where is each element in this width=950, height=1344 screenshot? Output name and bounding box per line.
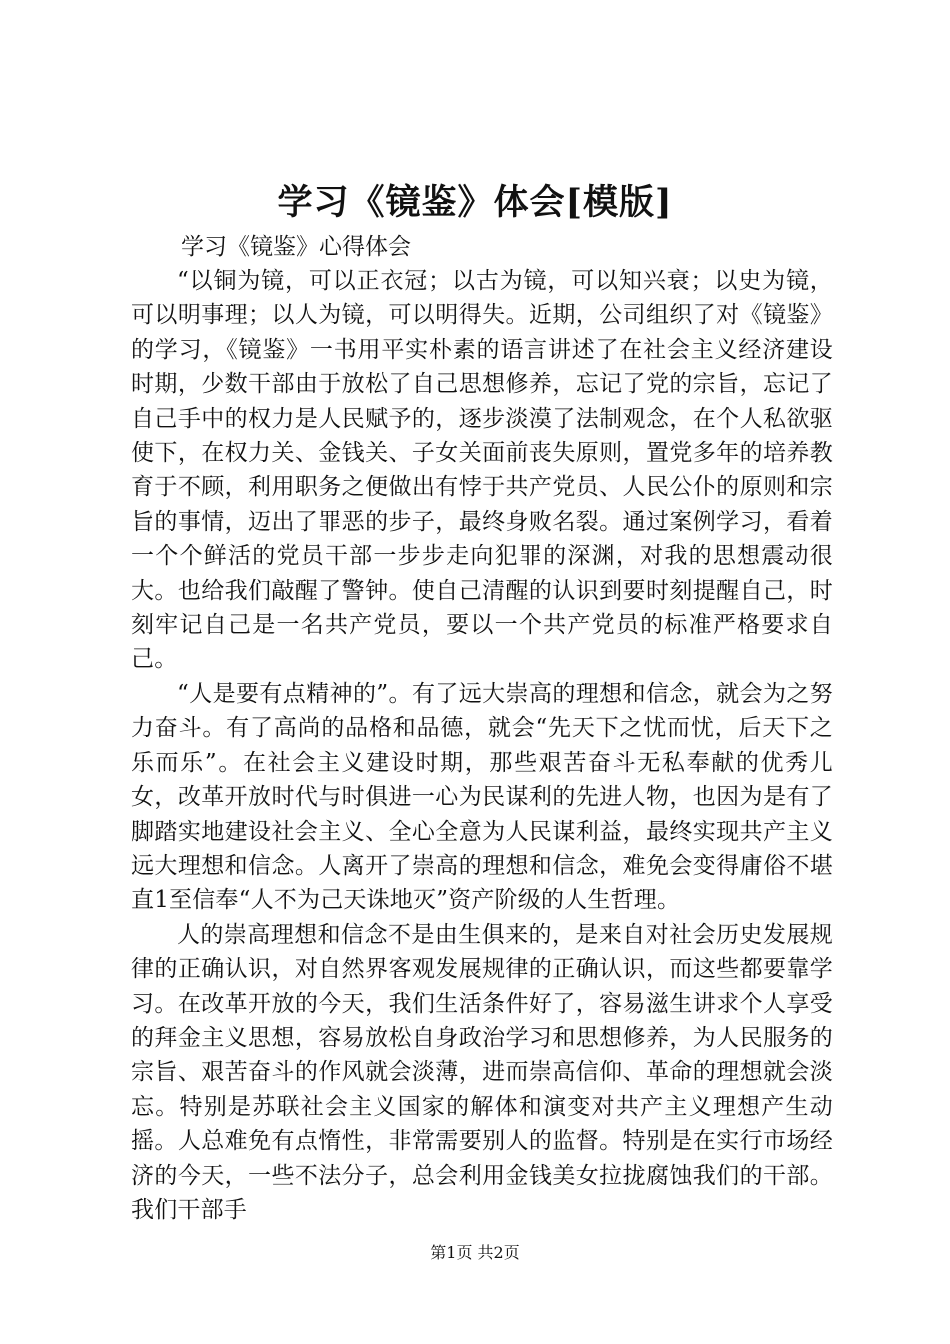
document-title: 学习《镜鉴》体会[模版]	[277, 182, 673, 223]
body-paragraph: 人的崇高理想和信念不是由生俱来的，是来自对社会历史发展规律的正确认识，对自然界客观发展规律的正确认识，而这些都要靠学习。在改革开放的今天，我们生活条件好了，容易滋生讲求个人享受的拜金主义思想，容易放松自身政治学习和思想修养，为人民服务的宗旨、艰苦奋斗的作风就会淡薄，进而崇高信仰、革命的理想就会淡忘。特别是苏联社会主义国家的解体和演变对共产主义理想产生动摇。人总难免有点惰性，非常需要别人的监督。特别是在实行市场经济的今天，一些不法分子，总会利用金钱美女拉拢腐蚀我们的干部。我们干部手	[131, 921, 833, 1223]
body-paragraph: “以铜为镜，可以正衣冠；以古为镜，可以知兴衰；以史为镜，可以明事理；以人为镜，可以明得失。近期，公司组织了对《镜鉴》的学习，《镜鉴》一书用平实朴素的语言讲述了在社会主义经济建设时期，少数干部由于放松了自己思想修养，忘记了党的宗旨，忘记了自己手中的权力是人民赋予的，逐步淡漠了法制观念，在个人私欲驱使下，在权力关、金钱关、子女关面前丧失原则，置党多年的培养教育于不顾，利用职务之便做出有悖于共产党员、人民公仆的原则和宗旨的事情，迈出了罪恶的步子，最终身败名裂。通过案例学习，看着一个个鲜活的党员干部一步步走向犯罪的深渊，对我的思想震动很大。也给我们敲醒了警钟。使自己清醒的认识到要时刻提醒自己，时刻牢记自己是一名共产党员，要以一个共产党员的标准严格要求自己。	[131, 268, 833, 673]
page-number-footer: 第1页 共2页	[430, 1243, 520, 1262]
body-paragraph: “人是要有点精神的”。有了远大崇高的理想和信念，就会为之努力奋斗。有了高尚的品格和品德，就会“先天下之忧而忧，后天下之乐而乐”。在社会主义建设时期，那些艰苦奋斗无私奉献的优秀儿女，改革开放时代与时俱进一心为民谋利的先进人物，也因为是有了脚踏实地建设社会主义、全心全意为人民谋利益，最终实现共产主义远大理想和信念。人离开了崇高的理想和信念，难免会变得庸俗不堪直1至信奉“人不为己天诛地灭”资产阶级的人生哲理。	[131, 680, 833, 914]
document-body	[131, 264, 833, 1227]
document-subtitle: 学习《镜鉴》心得体会	[181, 234, 411, 260]
